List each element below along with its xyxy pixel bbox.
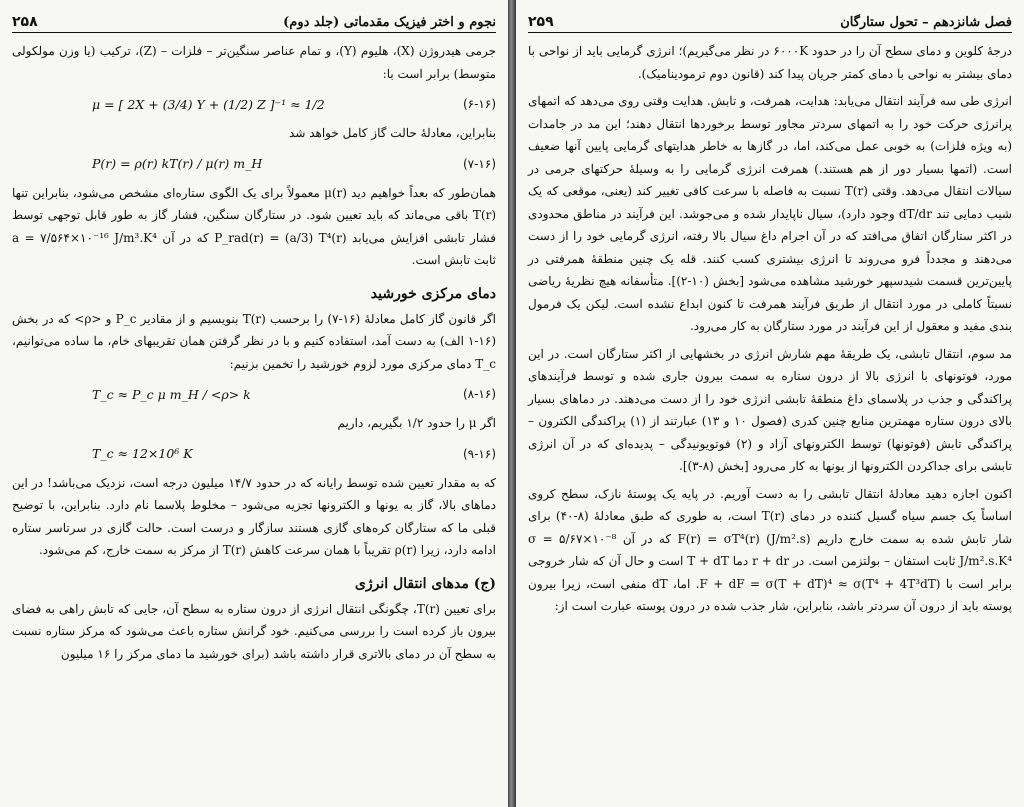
left-page xyxy=(0,0,508,807)
page-number: ۲۵۸ xyxy=(12,14,38,30)
section-heading: دمای مرکزی خورشید xyxy=(370,285,496,302)
equation-number: (۶-۱۶) xyxy=(462,97,496,111)
equation xyxy=(12,440,496,468)
paragraph: اگر μ را حدود ۱/۲ بگیریم، داریم xyxy=(337,416,496,430)
paragraph: مد سوم، انتقال تابشی، یک طریقهٔ مهم شارش انرژی در بخشهایی از اکثر ستارگان است. در این مورد، فوتونهای با انرژی بالا از درون ستاره به سمت بیرون جاری شده و توسط فرآیندهای پراکندگی و جذب در پلاسمای داغ منطقهٔ تابشی انرژی خود را از دست می‌دهند. در دماهای بسیار بالای درون ستاره مهمترین منابع چنین کدری (فصول ۱۰ و ۱۳) عبارتند از (۱) پراکندگی الکترون – پراکندگی تابش (فوتونها) توسط الکترونهای آزاد و (۲) فوتویونیدگی – پدیده‌ای که در آن انرژی تابشی برای جداکردن الکترونها از یونها به کار می‌رود [بخش (۸-۳)]. xyxy=(528,346,1012,473)
paragraph: بنابراین، معادلهٔ حالت گاز کامل خواهد شد xyxy=(289,126,496,140)
header-title: فصل شانزدهم – تحول ستارگان xyxy=(840,15,1012,30)
paragraph: برای تعیین T(r)، چگونگی انتقال انرژی از درون ستاره به سطح آن، جایی که تابش راهی به فضای بیرون باز کرده است را بررسی می‌کنیم. خود گرانش ستاره باعث می‌شود که مرکز ستاره نسبت به سطح آن در دمای بالاتری قرار داشته باشد (برای خورشید ما دمای مرکز را ۱۶ میلیون xyxy=(12,601,497,661)
equation-number: (۷-۱۶) xyxy=(462,156,496,171)
page-header xyxy=(528,6,1012,33)
book-gutter xyxy=(508,0,516,807)
paragraph: درجهٔ کلوین و دمای سطح آن را در حدود ۶۰۰۰K در نظر می‌گیریم)؛ انرژی گرمایی باید از نواحی با دمای بیشتر به نواحی با دمای کمتر جریان پیدا کند (قانون دوم ترمودینامیک). xyxy=(528,44,1012,81)
section-heading: (ج) مدهای انتقال انرژی xyxy=(354,575,496,592)
paragraph: همان‌طور که بعداً خواهیم دید μ(r) معمولاً برای یک الگوی ستاره‌ای مشخص می‌شود، بنابراین تنها T(r) باقی می‌ماند که باید تعیین شود. در ستارگان سنگین، فشار گاز به طور قابل توجهی توسط فشار تابشی افزایش می‌یابد P_rad(r) = (a/3) T⁴(r) که در آن a = ۷/۵۶۴×۱۰⁻¹⁶ J/m³.K⁴ ثابت تابش است. xyxy=(12,185,497,267)
page-header xyxy=(12,6,496,33)
equation-expression: T_c ≈ P_c μ m_H / <ρ> k xyxy=(92,386,251,402)
page-content xyxy=(12,40,496,801)
header-title: نجوم و اختر فیزیک مقدماتی (جلد دوم) xyxy=(283,15,496,30)
right-page xyxy=(516,0,1024,807)
equation xyxy=(12,150,496,178)
paragraph: اکنون اجازه دهید معادلهٔ انتقال تابشی را به دست آوریم. در پایه یک پوستهٔ نازک، سطح کروی اساساً یک جسم سیاه گسیل کننده در دمای T(r) است، به طوری که طبق معادلهٔ (۸-۴۰) برای شار تابش شده به سمت خارج داریم F(r) = σT⁴(r) (J/m².s) که در آن σ = ۵/۶۷×۱۰⁻⁸ J/m².s.K⁴ ثابت استفان – بولتزمن است. در r + dr دما T + dT است و حال آن که شار خروجی برابر است با F + dF = σ(T + dT)⁴ ≈ σ(T⁴ + 4T³dT). اما، dT منفی است، زیرا بیرون پوسته باید از درون آن سردتر باشد، بنابراین، شار جذب شده در درون پوسته عبارت است از: xyxy=(528,486,1013,613)
paragraph: انرژی طی سه فرآیند انتقال می‌یابد: هدایت، همرفت، و تابش. هدایت وقتی روی می‌دهد که اتمهای پرانرژی حرکت خود را به اتمهای سردتر مجاور توسط برخوردها انتقال دهند؛ این مد در جامدات (به ویژه فلزات) به خوبی عمل می‌کند، اما، در گازها به خاطر هدایتهای گرمایی پایین آنها ضعیف است. (اتمها بسیار دور از هم هستند.) همرفت انرژی گرمایی را به وسیلهٔ حرکتهای جرمی در سیالات انتقال می‌دهد. وقتی T(r) نسبت به فاصله با سرعت کافی تغییر کند (یعنی، موقعی که یک شیب دمایی تند dT/dr وجود دارد)، سیال ناپایدار شده و می‌جوشد. این فرآیند در مناطق محدودی در اکثر ستارگان اتفاق می‌افتد که در آن اجرام داغ سیال بالا رفته، انرژی گرمایی خود را از دست می‌دهند و مجدداً فرو می‌روند تا انرژی بیشتری کسب کنند. قله یک چنین منطقهٔ همرفتی در پایین‌ترین قسمت شیدسپهر خورشید مشاهده می‌شود [بخش (۱۰-۲)]. متأسفانه هیچ نظریهٔ ریاضی نسبتاً کاملی در مورد انتقال از طریق فرآیند همرفت تا کنون ابداع نشده است. لیکن یک فرمول بندی مفید و معقول از این فرآیند در مورد ستارگان به کار می‌رود. xyxy=(528,94,1012,333)
paragraph: جرمی هیدروژن (X)، هلیوم (Y)، و تمام عناصر سنگین‌تر – فلزات – (Z)، ترکیب (یا وزن مولکولی متوسط) برابر است با: xyxy=(12,44,496,81)
equation-expression: μ = [ 2X + (3/4) Y + (1/2) Z ]⁻¹ ≈ 1/2 xyxy=(92,96,325,112)
page-number: ۲۵۹ xyxy=(528,14,554,30)
page-content xyxy=(528,40,1012,801)
paragraph: اگر قانون گاز کامل معادلهٔ (۱۶-۷) را برحسب T(r) بنویسیم و از مقادیر P_c و <ρ> که در بخش (۱۶-۱ الف) به دست آمد، استفاده کنیم و با در نظر گرفتن همان تقریبهای خام، ما ساده می‌توانیم، T_c دمای مرکزی مورد لزوم خورشید را تخمین بزنیم: xyxy=(12,311,496,371)
equation xyxy=(12,380,496,408)
equation-number: (۹-۱۶) xyxy=(462,446,496,461)
equation-expression: T_c ≈ 12×10⁶ K xyxy=(92,446,193,461)
paragraph: که به مقدار تعیین شده توسط رایانه که در حدود ۱۴/۷ میلیون درجه است، نزدیک می‌باشد! در این دماهای بالا، گاز به یونها و الکترونها تجزیه می‌شود – مخلوط پلاسما نام دارد. بنابراین، با توضیح قبلی ما که ستارگان کره‌های گازی هستند سازگار و درست است. حالت گازی در سرتاسر ستاره ادامه دارد، زیرا ρ(r) تقریباً با همان سرعت کاهش T(r) از مرکز به سمت خارج، کم می‌شود. xyxy=(12,475,496,557)
equation xyxy=(12,90,496,118)
equation-number: (۸-۱۶) xyxy=(462,387,496,401)
equation-expression: P(r) = ρ(r) kT(r) / μ(r) m_H xyxy=(92,156,263,171)
